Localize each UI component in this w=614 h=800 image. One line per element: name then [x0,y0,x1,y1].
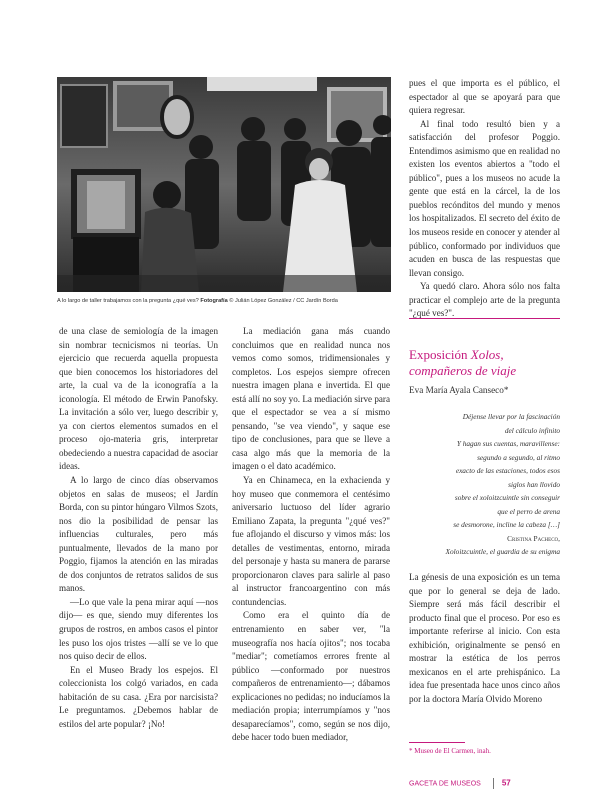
article-title-prefix: Exposición [409,347,471,362]
paragraph: Como era el quinto día de entrenamiento en saber ver, "la museografía nos hacía ojitos"; nos tocaba "mediar"; cometíamos errores frente al público —conformado por nuestros compañeros de entrenamiento—; dábamos explicaciones no pedidas; no inducíamos la mediación propia; interrumpíamos y "nos desaparecíamos", como, según se nos dijo, debe hacer todo buen mediador, [232,610,390,743]
article-body [409,571,560,706]
epigraph-line: Déjense llevar por la fascinación [462,412,560,421]
photo-caption [57,297,397,305]
epigraph-line: segundo a segundo, al ritmo [477,452,560,462]
paragraph: La mediación gana más cuando concluimos que en realidad nunca nos vemos como somos, tridimensionales y completos. Los espejos siempre ofrecen nuestra imagen plana e invertida. El que está allí no soy yo. La mediación sirve para que el espectador se vea a sí mismo pensando, "se vea viendo", y saque ese tipo de conclusiones, para que se lleve a casa algo más que la memoria de la imagen o el dato académico. [232,326,390,472]
epigraph-author: Cristina Pacheco, [507,533,560,543]
epigraph-line: se desmorone, incline la cabeza […] [453,520,560,530]
paragraph: Ya quedó claro. Ahora sólo nos falta practicar el complejo arte de la pregunta "¿qué ves?". [409,281,560,319]
paragraph: de una clase de semiología de la imagen sin nombrar tecnicismos ni teorías. Un ejercicio que recuerda aquella propuesta que bien conocemos los historiadores del arte, la cual va de la iconografía a la iconología. El método de Erwin Panofsky. La invitación a sólo ver, luego describir y, ya con ciertos elementos sumados en el proceso ojo-materia gris, interpretar obedeciendo a nuestra capacidad de asociar ideas. [59,326,218,472]
article-column-3 [409,77,560,321]
paragraph: En el Museo Brady los espejos. El coleccionista los colgó variados, en cada habitación de su casa. ¿Era por narcisista? Le preguntamos. ¿Debemos hablar de estilos del arte popular? ¡No! [59,664,218,729]
article-title [409,347,569,378]
page-footer [409,778,560,789]
footer-separator [493,778,494,789]
article-column-2 [232,325,390,745]
epigraph-line: sobre el xoloitzcuintle sin conseguir [454,493,560,503]
article-title-italic: Xolos, compañeros de viaje [409,347,517,378]
paragraph: pues el que importa es el público, el espectador al que se apoyará para que quiera regresar. [409,78,560,116]
caption-credit: © Julián López González / CC Jardín Borda [227,298,338,304]
paragraph: Ya en Chinameca, en la exhacienda y hoy museo que conmemora el centésimo aniversario luctuoso del líder agrario Emiliano Zapata, la pregunta "¿qué ves?" fue aflojando el discurso y vimos más: los detalles de vestimentas, entorno, mirada del personaje y hasta su manera de pararse proporcionaron claves para salirle al paso al instructor francoargentino con más contundencias. [232,475,390,607]
epigraph-line: exacto de las estaciones, todos esos [455,466,560,476]
epigraph-line: del cálculo infinito [504,425,560,435]
footnote: * Museo de El Carmen, inah. [409,747,491,755]
section-divider [409,318,560,319]
epigraph-line: siglos han llovido [508,479,560,489]
article-column-1 [59,325,218,731]
caption-credit-label: Fotografía [200,298,228,304]
footnote-rule [409,742,465,743]
epigraph-line: que el perro de arena [497,506,560,516]
page-number: 57 [501,778,511,788]
caption-text: A lo largo de taller trabajamos con la pregunta ¿qué ves? [57,298,201,304]
paragraph: A lo largo de cinco días observamos objetos en salas de museos; el Jardín Borda, con su pintor húngaro Vilmos Szots, nos dio la posibilidad de pensar las influencias culturales, pero más puntualmente, llevados de la mano por Poggio, fijamos la atención en las miradas de dos conjuntos de retratos salidos de sus manos. [59,475,218,594]
magazine-name: GACETA DE MUSEOS [409,780,481,788]
paragraph: —Lo que vale la pena mirar aquí —nos dijo— es que, siendo muy diferentes los grupos de rostros, en ambos casos el pintor les puso los ojos tristes —allí se ve lo que nos quiso decir de ellos. [59,596,218,662]
epigraph [409,410,560,559]
paragraph: Al final todo resultó bien y a satisfacción del profesor Poggio. Entendimos asimismo que en realidad no existen los eventos abiertos a "todo el público", pues a los museos no acude la gente que está en la cárcel, la de los pueblos recónditos del mundo y menos los hospitalizados. El secreto del éxito de los museos reside en conocer y atender al público, conformado por individuos que acuden en busca de las respuestas que llevan consigo. [409,118,560,278]
paragraph: La génesis de una exposición es un tema que por lo general se deja de lado. Siempre será más fácil describir el producto final que el proceso. Por eso es importante referirse al inicio. Con esta exhibición, originalmente se pensó en mostrar la estética de los perros mexicanos en el arte prehispánico. La idea fue presentada hace unos cinco años por la doctora María Olvido Moreno [409,572,560,704]
article-author: Eva María Ayala Canseco* [409,385,509,395]
epigraph-source: Xoloitzcuintle, el guardia de su enigma [445,547,560,557]
epigraph-line: Y hagan sus cuentas, maravillense: [456,439,560,449]
exhibition-photo [57,77,391,292]
